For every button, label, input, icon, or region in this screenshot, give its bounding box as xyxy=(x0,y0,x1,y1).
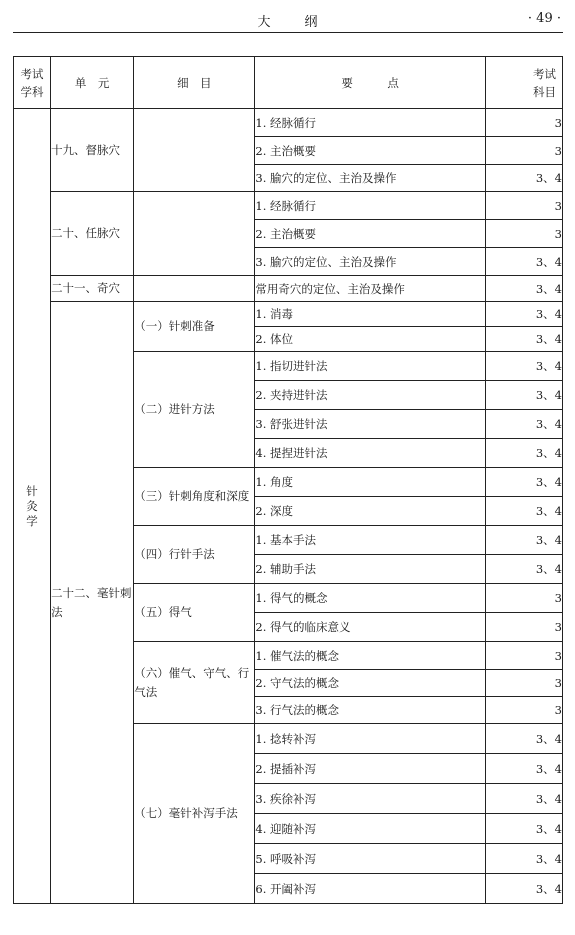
table-row xyxy=(14,302,563,327)
level-cell: 3、4 xyxy=(485,526,562,555)
level-cell: 3、4 xyxy=(485,352,562,381)
table-row xyxy=(14,109,563,137)
point-cell: 2. 夹持进针法 xyxy=(255,381,485,410)
subject-label: 针灸学 xyxy=(26,483,38,528)
point-cell: 1. 角度 xyxy=(255,468,485,497)
unit-cell: 二十二、毫针刺法 xyxy=(51,302,134,904)
point-cell: 2. 主治概要 xyxy=(255,220,485,248)
header-detail: 细 目 xyxy=(134,57,255,109)
point-cell: 4. 提捏进针法 xyxy=(255,439,485,468)
syllabus-table xyxy=(13,56,563,904)
level-cell: 3、4 xyxy=(485,468,562,497)
detail-cell xyxy=(134,192,255,276)
level-cell: 3 xyxy=(485,584,562,613)
level-cell: 3 xyxy=(485,220,562,248)
level-cell: 3、4 xyxy=(485,276,562,302)
level-cell: 3 xyxy=(485,697,562,724)
level-cell: 3、4 xyxy=(485,724,562,754)
detail-cell: （一）针刺准备 xyxy=(134,302,255,352)
point-cell: 1. 催气法的概念 xyxy=(255,642,485,670)
point-cell: 2. 深度 xyxy=(255,497,485,526)
point-cell: 6. 开阖补泻 xyxy=(255,874,485,904)
point-cell: 常用奇穴的定位、主治及操作 xyxy=(255,276,485,302)
detail-cell: （七）毫针补泻手法 xyxy=(134,724,255,904)
level-cell: 3、4 xyxy=(485,844,562,874)
header-title-left: 大 xyxy=(257,15,271,30)
level-cell: 3 xyxy=(485,192,562,220)
detail-cell: （六）催气、守气、行气法 xyxy=(134,642,255,724)
point-cell: 3. 腧穴的定位、主治及操作 xyxy=(255,165,485,192)
point-cell: 1. 基本手法 xyxy=(255,526,485,555)
header-points: 要 点 xyxy=(255,57,485,109)
table-row xyxy=(14,276,563,302)
point-cell: 1. 指切进针法 xyxy=(255,352,485,381)
detail-cell: （三）针刺角度和深度 xyxy=(134,468,255,526)
point-cell: 4. 迎随补泻 xyxy=(255,814,485,844)
level-cell: 3、4 xyxy=(485,555,562,584)
running-header-title xyxy=(0,11,575,30)
point-cell: 1. 消毒 xyxy=(255,302,485,327)
subject-cell xyxy=(14,109,51,904)
unit-cell: 二十、任脉穴 xyxy=(51,192,134,276)
table-header-row xyxy=(14,57,563,109)
header-level: 考试 科目 xyxy=(485,57,562,109)
level-cell: 3、4 xyxy=(485,381,562,410)
point-cell: 1. 经脉循行 xyxy=(255,109,485,137)
point-cell: 1. 得气的概念 xyxy=(255,584,485,613)
level-cell: 3 xyxy=(485,137,562,165)
detail-cell xyxy=(134,276,255,302)
level-cell: 3、4 xyxy=(485,754,562,784)
level-cell: 3 xyxy=(485,670,562,697)
point-cell: 2. 提插补泻 xyxy=(255,754,485,784)
level-cell: 3、4 xyxy=(485,497,562,526)
point-cell: 3. 行气法的概念 xyxy=(255,697,485,724)
point-cell: 2. 辅助手法 xyxy=(255,555,485,584)
detail-cell: （五）得气 xyxy=(134,584,255,642)
level-cell: 3 xyxy=(485,109,562,137)
detail-cell xyxy=(134,109,255,192)
detail-cell: （四）行针手法 xyxy=(134,526,255,584)
header-title-right: 纲 xyxy=(304,15,318,30)
point-cell: 2. 主治概要 xyxy=(255,137,485,165)
point-cell: 3. 腧穴的定位、主治及操作 xyxy=(255,248,485,276)
header-subject: 考试 学科 xyxy=(14,57,51,109)
level-cell: 3 xyxy=(485,642,562,670)
point-cell: 3. 舒张进针法 xyxy=(255,410,485,439)
point-cell: 2. 得气的临床意义 xyxy=(255,613,485,642)
level-cell: 3、4 xyxy=(485,248,562,276)
point-cell: 2. 体位 xyxy=(255,327,485,352)
point-cell: 5. 呼吸补泻 xyxy=(255,844,485,874)
header-unit: 单 元 xyxy=(51,57,134,109)
level-cell: 3、4 xyxy=(485,302,562,327)
level-cell: 3、4 xyxy=(485,814,562,844)
header-rule xyxy=(13,32,563,33)
table-row xyxy=(14,192,563,220)
level-cell: 3、4 xyxy=(485,439,562,468)
detail-cell: （二）进针方法 xyxy=(134,352,255,468)
level-cell: 3、4 xyxy=(485,165,562,192)
unit-cell: 二十一、奇穴 xyxy=(51,276,134,302)
point-cell: 1. 经脉循行 xyxy=(255,192,485,220)
level-cell: 3、4 xyxy=(485,327,562,352)
level-cell: 3、4 xyxy=(485,784,562,814)
point-cell: 3. 疾徐补泻 xyxy=(255,784,485,814)
table-body xyxy=(14,109,563,904)
point-cell: 1. 捻转补泻 xyxy=(255,724,485,754)
level-cell: 3、4 xyxy=(485,874,562,904)
level-cell: 3 xyxy=(485,613,562,642)
level-cell: 3、4 xyxy=(485,410,562,439)
page-number: · 49 · xyxy=(527,11,561,26)
point-cell: 2. 守气法的概念 xyxy=(255,670,485,697)
unit-cell: 十九、督脉穴 xyxy=(51,109,134,192)
